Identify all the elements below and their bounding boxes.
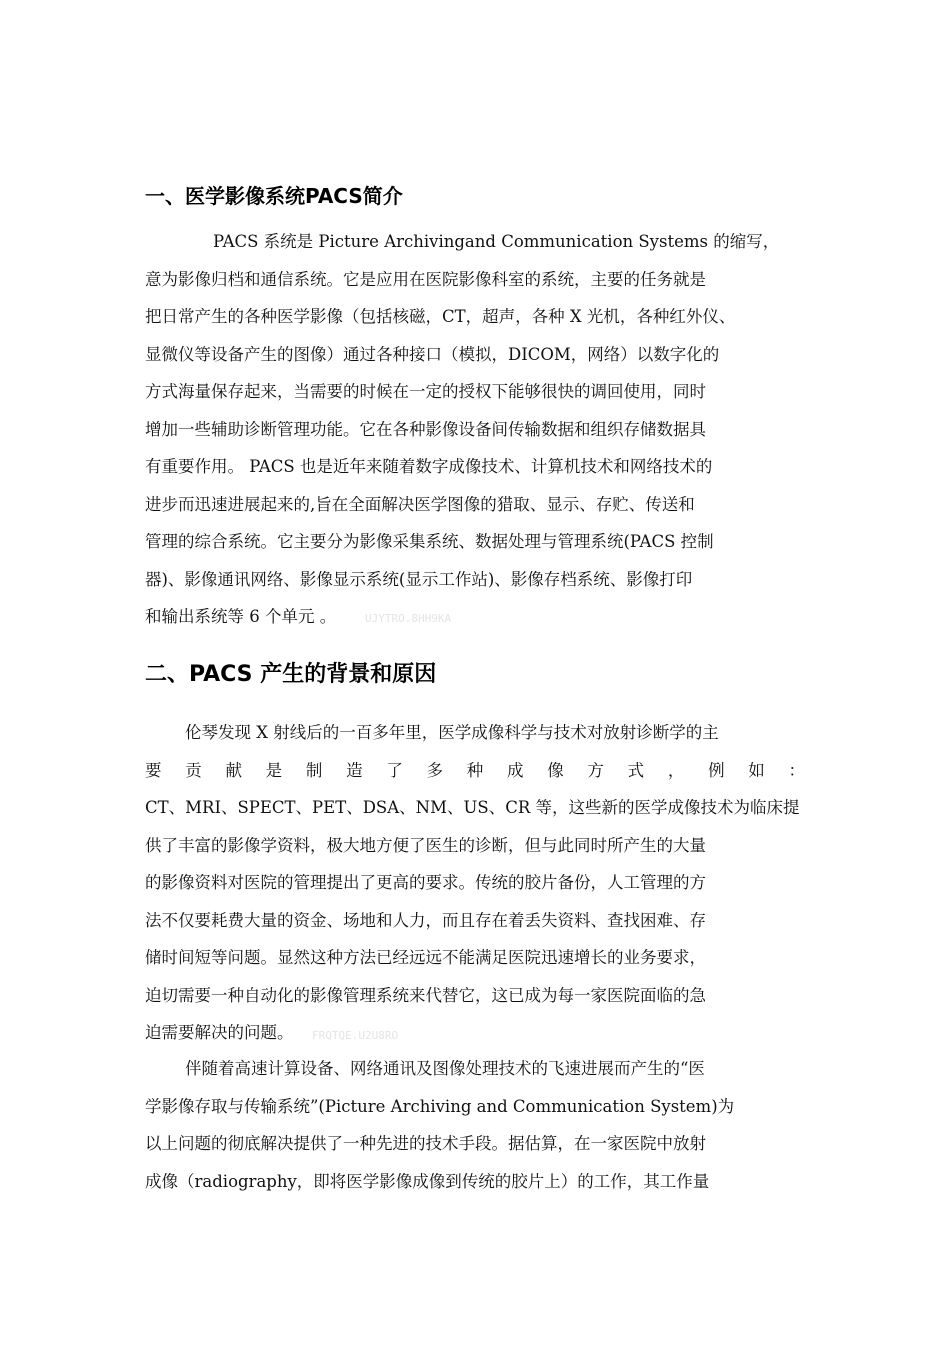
justified-char: 如 <box>748 760 765 780</box>
justified-char: 制 <box>305 760 323 780</box>
section-heading-2: 二、PACS 产生的背景和原因 <box>145 662 437 687</box>
paragraph-line: 迫切需要一种自动化的影像管理系统来代替它，这已成为每一家医院面临的急 <box>145 985 706 1005</box>
paragraph-line: 意为影像归档和通信系统。它是应用在医院影像科室的系统，主要的任务就是 <box>145 269 706 289</box>
paragraph-pacs-solution <box>145 1050 805 1200</box>
paragraph-line: 和输出系统等 6 个单元 。 <box>145 607 337 626</box>
justified-char: 像 <box>547 760 564 780</box>
paragraph-line: 伦琴发现 X 射线后的一百多年里，医学成像科学与技术对放射诊断学的主 <box>185 723 719 742</box>
paragraph-line: PACS 系统是 Picture Archivingand Communication Systems 的缩写， <box>213 232 780 251</box>
paragraph-line: 把日常产生的各种医学影像（包括核磁，CT，超声，各种 X 光机，各种红外仪、 <box>145 307 736 326</box>
faint-watermark-text: FRQTQE.U2U8RO <box>312 1029 399 1042</box>
paragraph-line: 器)、影像通讯网络、影像显示系统(显示工作站)、影像存档系统、影像打印 <box>145 569 693 589</box>
paragraph-line-justified <box>145 752 805 790</box>
paragraph-line: 伴随着高速计算设备、网络通讯及图像处理技术的飞速进展而产生的“医 <box>185 1059 705 1078</box>
paragraph-line: 的影像资料对医院的管理提出了更高的要求。传统的胶片备份，人工管理的方 <box>145 873 706 892</box>
justified-char: 多 <box>426 760 444 780</box>
faint-watermark-text: UJYTRO.8HH9KA <box>365 612 452 625</box>
justified-char: 方 <box>587 760 604 780</box>
justified-char: 是 <box>265 760 283 780</box>
paragraph-line: 显微仪等设备产生的图像）通过各种接口（模拟，DICOM，网络）以数字化的 <box>145 344 720 364</box>
paragraph-line: 法不仅要耗费大量的资金、场地和人力，而且存在着丢失资料、查找困难、存 <box>145 910 706 930</box>
paragraph-line: 增加一些辅助诊断管理功能。它在各种影像设备间传输数据和组织存储数据具 <box>145 419 706 439</box>
justified-char: 式 <box>627 760 645 780</box>
justified-char: 了 <box>386 760 403 780</box>
justified-char: 贡 <box>185 760 202 780</box>
justified-char: ， <box>667 760 685 780</box>
paragraph-line: 供了丰富的影像学资料，极大地方便了医生的诊断，但与此同时所产生的大量 <box>145 835 706 855</box>
justified-char: 成 <box>506 760 524 780</box>
paragraph-line: CT、MRI、SPECT、PET、DSA、NM、US、CR 等，这些新的医学成像技术为临床提 <box>145 798 800 817</box>
paragraph-line: 成像（radiography，即将医学影像成像到传统的胶片上）的工作，其工作量 <box>145 1171 710 1191</box>
paragraph-line: 方式海量保存起来，当需要的时候在一定的授权下能够很快的调回使用，同时 <box>145 382 706 401</box>
paragraph-line: 学影像存取与传输系统”(Picture Archiving and Communication System)为 <box>145 1096 735 1116</box>
paragraph-background <box>145 714 805 1052</box>
paragraph-pacs-intro <box>145 223 805 636</box>
paragraph-line: 管理的综合系统。它主要分为影像采集系统、数据处理与管理系统(PACS 控制 <box>145 532 714 551</box>
justified-char: ： <box>788 760 805 780</box>
justified-char: 要 <box>145 760 162 780</box>
justified-char: 例 <box>708 760 725 780</box>
paragraph-line: 迫需要解决的问题。 <box>145 1023 294 1042</box>
paragraph-line: 有重要作用。 PACS 也是近年来随着数字成像技术、计算机技术和网络技术的 <box>145 457 713 476</box>
section-heading-1: 一、医学影像系统PACS简介 <box>145 184 403 208</box>
paragraph-line: 储时间短等问题。显然这种方法已经远远不能满足医院迅速增长的业务要求， <box>145 948 706 967</box>
paragraph-line: 进步而迅速进展起来的,旨在全面解决医学图像的猎取、显示、存贮、传送和 <box>145 494 695 514</box>
justified-char: 献 <box>225 760 242 780</box>
justified-char: 造 <box>346 760 363 780</box>
paragraph-line: 以上问题的彻底解决提供了一种先进的技术手段。据估算，在一家医院中放射 <box>145 1134 706 1153</box>
justified-char: 种 <box>466 760 484 780</box>
